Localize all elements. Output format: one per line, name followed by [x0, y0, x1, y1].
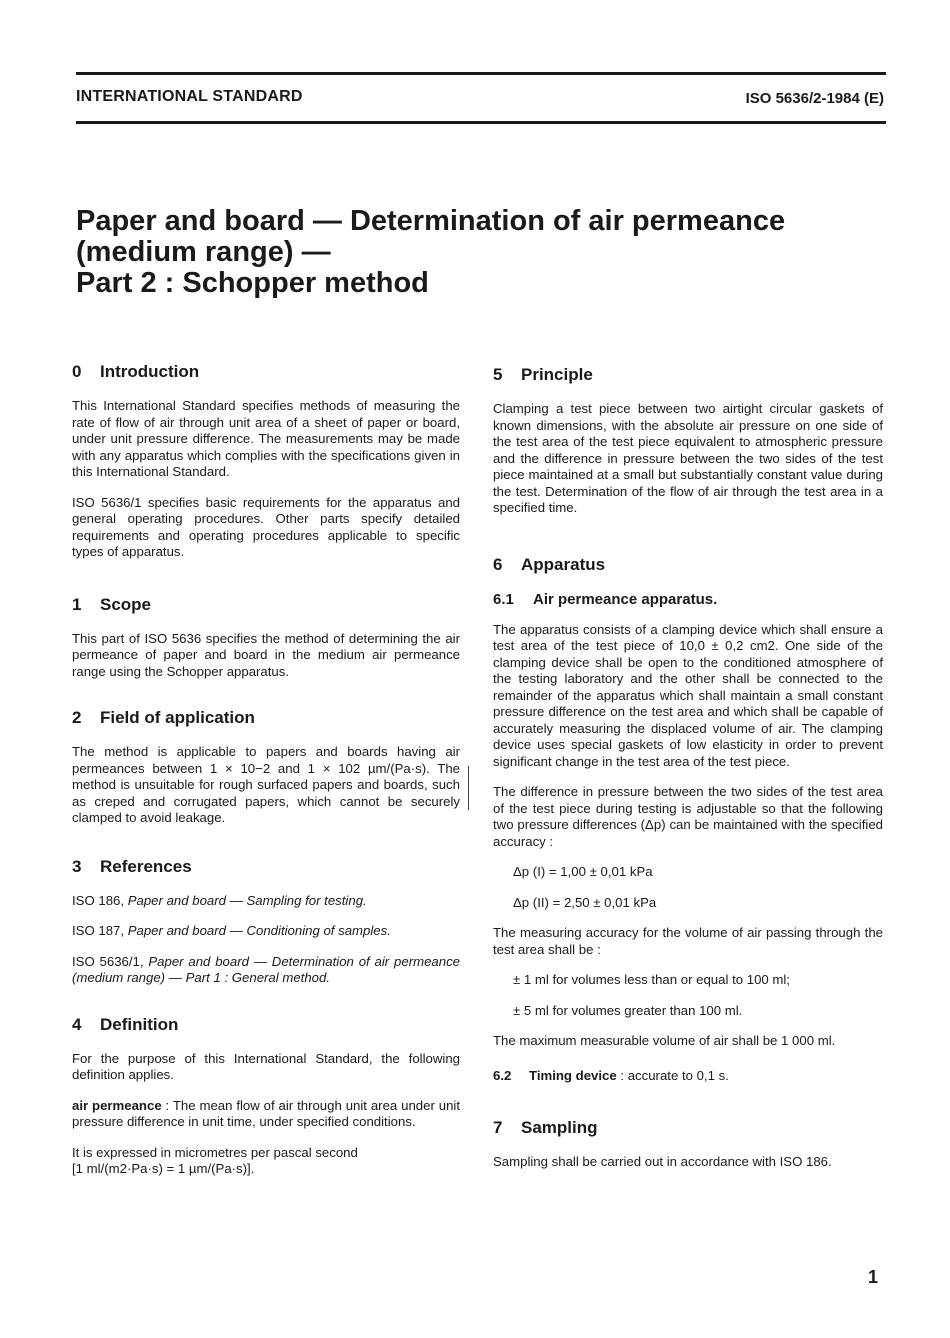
- header-standard-number: ISO 5636/2-1984 (E): [745, 90, 884, 107]
- section-field-of-application: [72, 708, 460, 827]
- paragraph: For the purpose of this International Standard, the following definition applies.: [72, 1050, 460, 1082]
- revision-bar: [468, 766, 469, 810]
- paragraph: The measuring accuracy for the volume of air passing through the test area shall be :: [493, 925, 883, 957]
- pressure-difference-1: Δp (I) = 1,00 ± 0,01 kPa: [513, 864, 653, 879]
- section-references: [72, 857, 460, 987]
- paragraph: The method is applicable to papers and boards having air permeances between 1 × 10−2 and 1 × 102 µm/(Pa·s). The method is unsuitable for rough surfaced papers and boards, such as creped and corrugated papers, which cannot be securely clamped to avoid leakage.: [72, 744, 460, 825]
- section-heading: 5 Principle: [493, 365, 593, 384]
- page-number: 1: [867, 1267, 878, 1287]
- section-heading: 3 References: [72, 856, 192, 876]
- paragraph: ISO 5636/1 specifies basic requirements for the apparatus and general operating procedures. Other parts specify detailed requirements and operating procedures applicable to specific types of apparatus.: [72, 494, 460, 559]
- section-definition: [72, 1015, 460, 1178]
- paragraph: This International Standard specifies methods of measuring the rate of flow of air through unit area of a sheet of paper or board, under unit pressure difference. The measurements may be made with any apparatus which complies with the specifications given in this International Standard.: [72, 398, 460, 479]
- title-line-1: Paper and board — Determination of air permeance: [76, 205, 786, 237]
- reference-item: ISO 5636/1, Paper and board — Determination of air permeance (medium range) — Part 1 : General method.: [72, 953, 460, 985]
- section-scope: [72, 595, 460, 681]
- section-heading: 0 Introduction: [72, 362, 200, 381]
- section-principle: [493, 365, 883, 517]
- paragraph: Clamping a test piece between two airtight circular gaskets of known dimensions, with the absolute air pressure on one side of the test area of the test piece equivalent to atmospheric pressure and the difference in pressure between the two sides of the test piece maintained at a small but substantially constant value during the test. Determination of the flow of air through the test area in a specified time.: [493, 401, 883, 515]
- paragraph: The maximum measurable volume of air shall be 1 000 ml.: [493, 1033, 836, 1048]
- definition-paragraph: air permeance : The mean flow of air through unit area under unit pressure difference in unit time, under specified conditions.: [72, 1097, 460, 1129]
- paragraph: The difference in pressure between the two sides of the test area of the test piece during testing is adjustable so that the following two pressure differences (Δp) can be maintained with the specified accuracy :: [493, 784, 883, 849]
- accuracy-item-1: ± 1 ml for volumes less than or equal to 100 ml;: [513, 972, 790, 987]
- reference-item: ISO 187, Paper and board — Conditioning of samples.: [72, 923, 391, 938]
- header-top-rule: [76, 72, 886, 75]
- subsection-timing-device: 6.2 Timing device : accurate to 0,1 s.: [493, 1067, 729, 1083]
- section-heading: 7 Sampling: [493, 1118, 598, 1137]
- accuracy-item-2: ± 5 ml for volumes greater than 100 ml.: [513, 1002, 743, 1018]
- title-line-2: (medium range) —: [76, 236, 331, 268]
- title-line-3: Part 2 : Schopper method: [76, 267, 429, 299]
- section-sampling: [493, 1118, 883, 1171]
- paragraph: This part of ISO 5636 specifies the method of determining the air permeance of paper and board in the medium air permeance range using the Schopper apparatus.: [72, 630, 460, 679]
- pressure-difference-2: Δp (II) = 2,50 ± 0,01 kPa: [513, 894, 657, 910]
- section-introduction: [72, 362, 460, 561]
- section-heading: 1 Scope: [72, 594, 152, 614]
- section-heading: 6 Apparatus: [493, 554, 606, 574]
- section-heading: 2 Field of application: [72, 708, 255, 727]
- unit-paragraph: It is expressed in micrometres per pascal second [1 ml/(m2·Pa·s) = 1 µm/(Pa·s)].: [72, 1144, 358, 1176]
- document-title: [76, 206, 876, 299]
- left-column: [72, 362, 460, 1200]
- reference-item: ISO 186, Paper and board — Sampling for testing.: [72, 892, 367, 908]
- header-bottom-rule: [76, 121, 886, 124]
- section-apparatus: [493, 555, 883, 1085]
- paragraph: Sampling shall be carried out in accordance with ISO 186.: [493, 1154, 832, 1169]
- section-heading: 4 Definition: [72, 1014, 179, 1034]
- paragraph: The apparatus consists of a clamping device which shall ensure a test area of the test piece of 10,0 ± 0,2 cm2. One side of the clamping device shall be open to the conditioned atmosphere of the testing laboratory and the other shall be connected to the remainder of the apparatus which shall maintain a small constant pressure difference on the test area and which shall be capable of accurately measuring the displaced volume of air. The clamping device uses special gaskets of low elasticity in order to prevent significant change in the test area of the test piece.: [493, 621, 883, 769]
- right-column: [493, 365, 883, 1193]
- header-standard-label: INTERNATIONAL STANDARD: [76, 88, 303, 105]
- subsection-heading: 6.1 Air permeance apparatus.: [493, 590, 718, 608]
